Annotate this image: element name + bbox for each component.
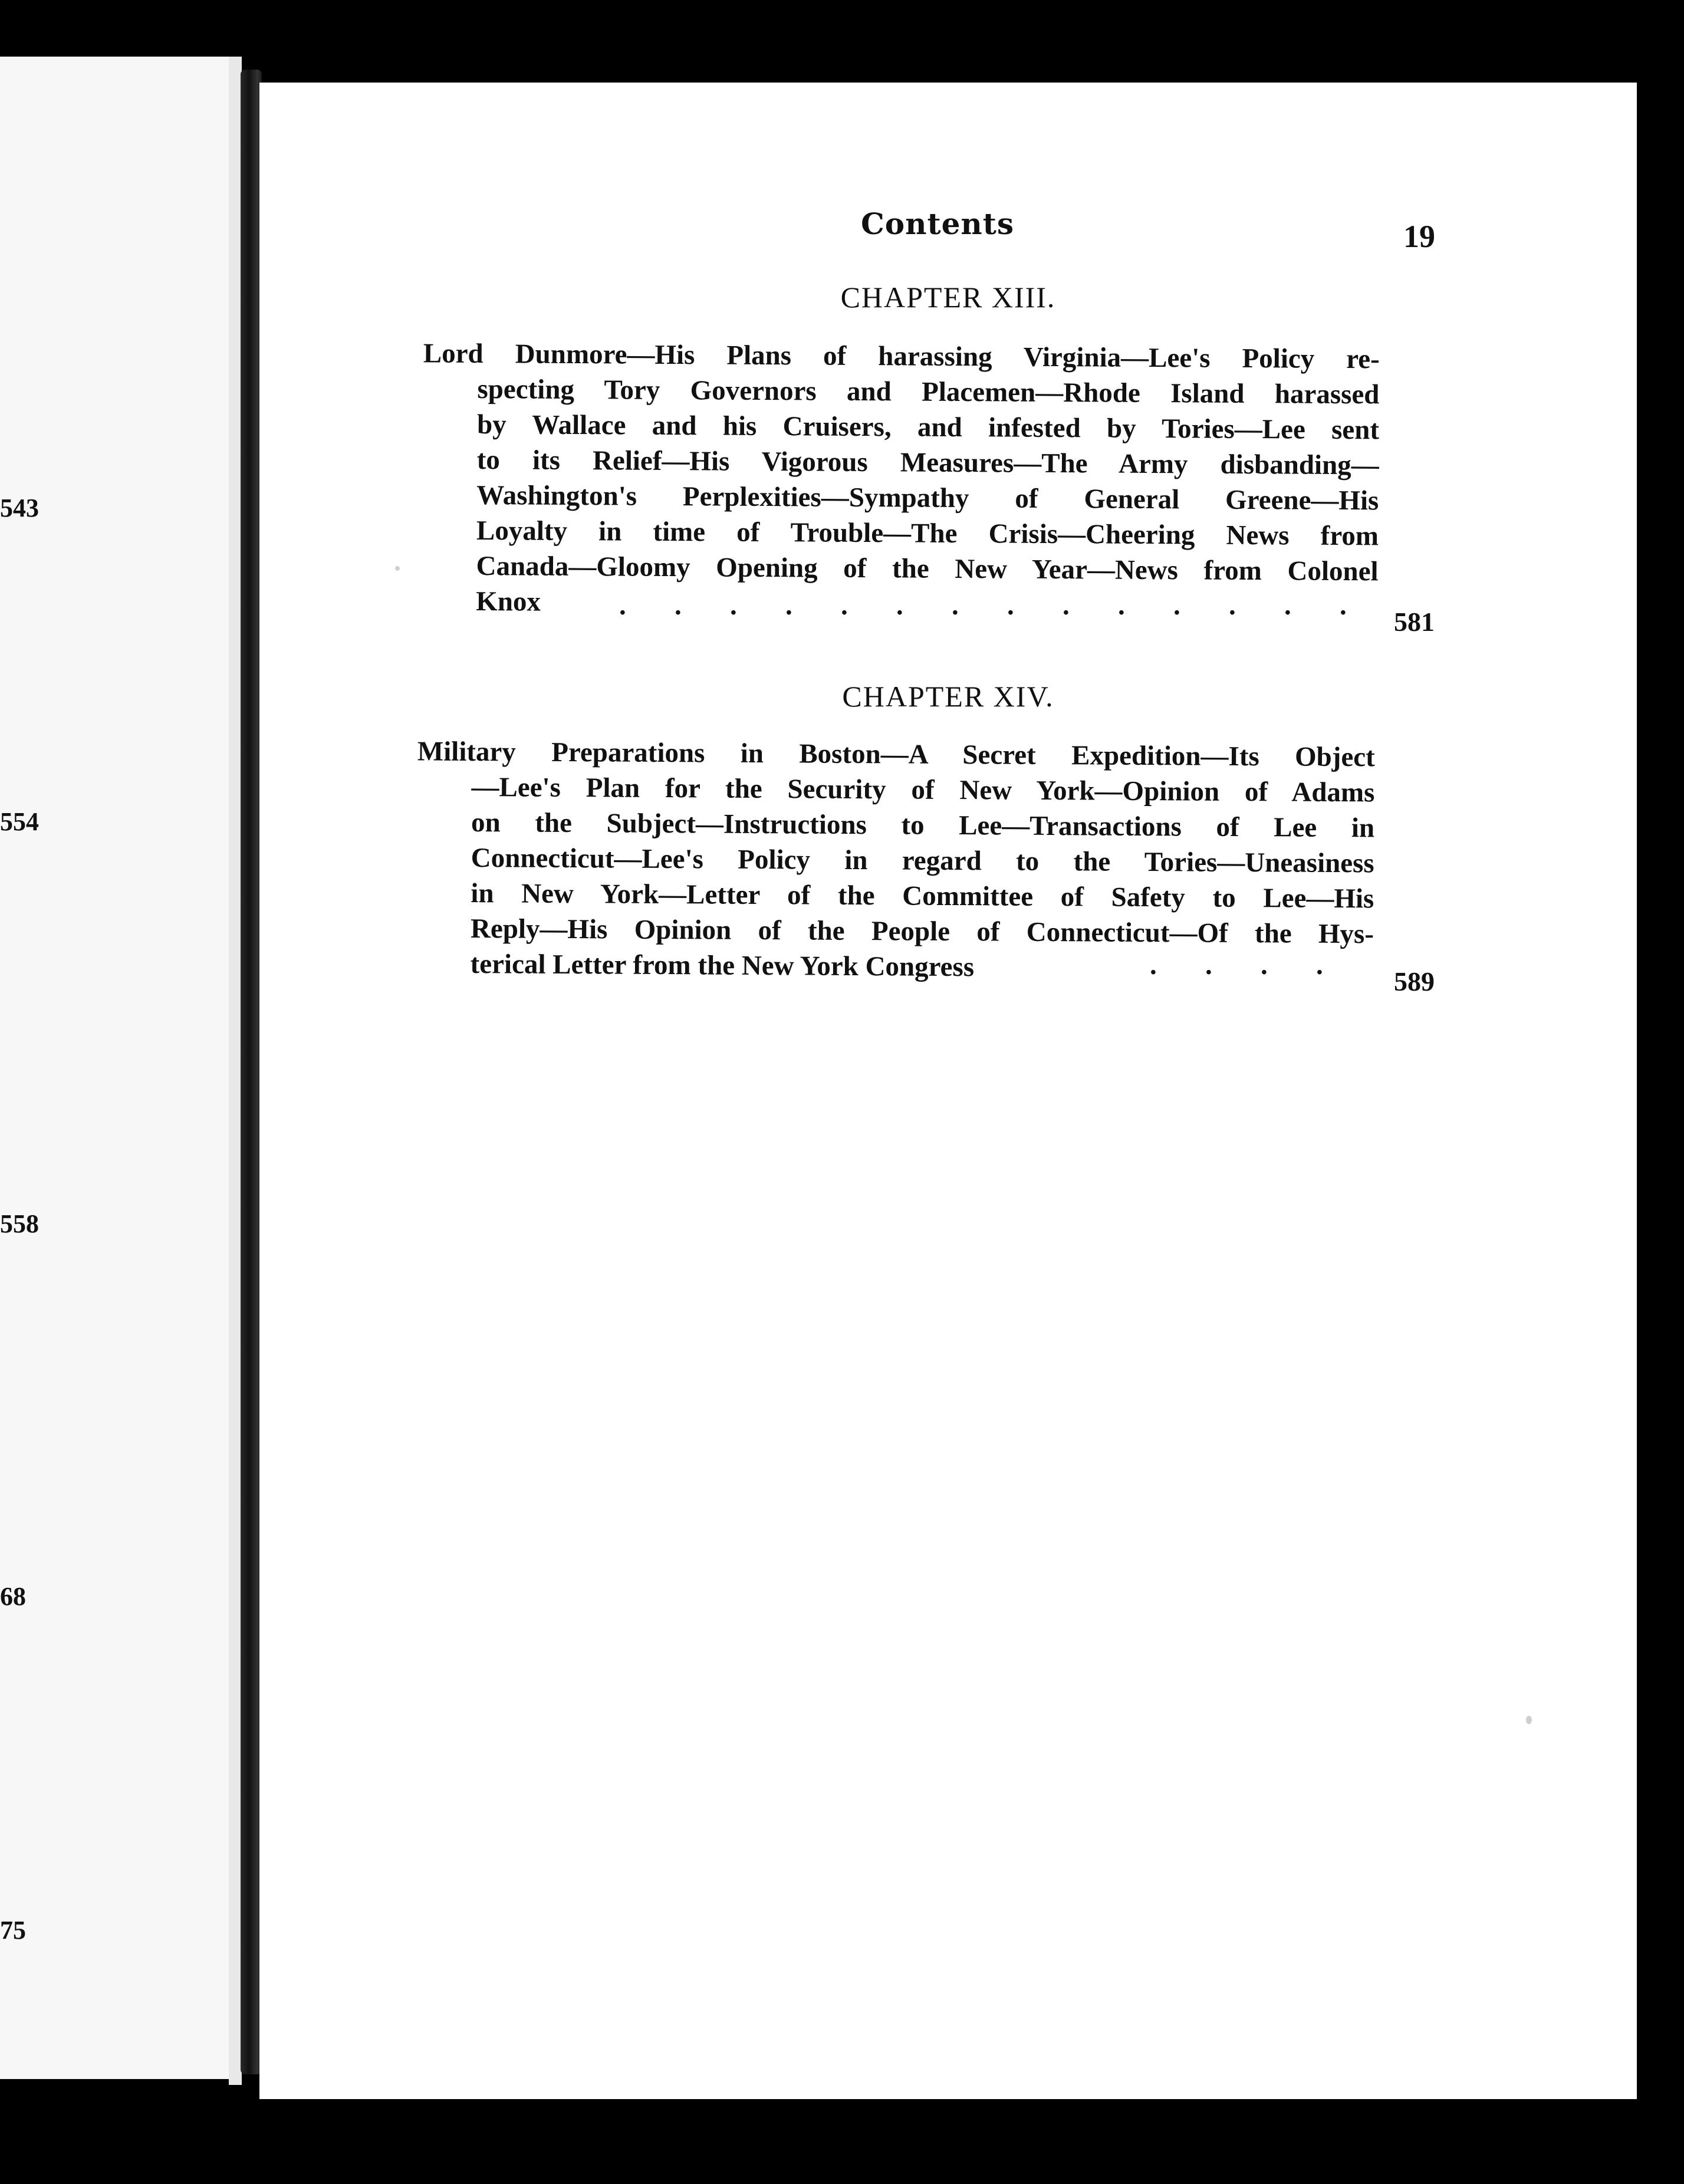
entry-page-number: 581 (1394, 607, 1435, 637)
summary-line: —Lee's Plan for the Security of New York—Opinion of Adams (471, 771, 1375, 808)
summary-line: Washington's Perplexities—Sympathy of General Greene—His (476, 479, 1379, 517)
paper-speck (1526, 1716, 1532, 1724)
left-page-number: 543 (0, 494, 39, 522)
left-page-number: 554 (0, 807, 39, 836)
page-number: 19 (1403, 219, 1435, 254)
running-head: Contents (861, 206, 1015, 241)
paper-speck (395, 566, 400, 571)
summary-line: on the Subject—Instructions to Lee—Transactions of Lee in (471, 807, 1375, 844)
summary-line: Connecticut—Lee's Policy in regard to the Tories—Uneasiness (471, 842, 1374, 879)
left-page-number: 68 (0, 1582, 26, 1611)
summary-line: by Wallace and his Cruisers, and infested by Tories—Lee sent (476, 409, 1380, 446)
summary-line: Loyalty in time of Trouble—The Crisis—Cheering News from (476, 515, 1379, 552)
summary-line: in New York—Letter of the Committee of Safety to Lee—His (471, 877, 1374, 915)
page-gutter (229, 57, 242, 2085)
chapter-title: CHAPTER XIII. (840, 281, 1056, 314)
summary-line: Military Preparations in Boston—A Secret Expedition—Its Object (417, 736, 1375, 773)
summary-line: Canada—Gloomy Opening of the New Year—News from Colonel (476, 550, 1379, 587)
entry-page-number: 589 (1394, 966, 1435, 996)
summary-line: specting Tory Governors and Placemen—Rhode Island harassed (477, 373, 1380, 410)
left-page-fragment (0, 57, 230, 2079)
left-page-number: 558 (0, 1209, 39, 1238)
summary-line: to its Relief—His Vigorous Measures—The Army disbanding— (476, 444, 1379, 481)
left-page-number: 75 (0, 1916, 26, 1945)
summary-line: Lord Dunmore—His Plans of harassing Virginia—Lee's Policy re- (423, 338, 1380, 375)
book-binding (241, 70, 262, 2074)
summary-line: Knox (476, 586, 541, 617)
summary-line: terical Letter from the New York Congress (470, 948, 975, 983)
dot-leaders: . . . . (1150, 950, 1323, 981)
chapter-title: CHAPTER XIV. (842, 680, 1054, 713)
chapter-summary (423, 336, 1380, 624)
dot-leaders: . . . . . . . . . . . . . . (619, 590, 1347, 621)
summary-line: Reply—His Opinion of the People of Connecticut—Of the Hys- (470, 913, 1374, 950)
